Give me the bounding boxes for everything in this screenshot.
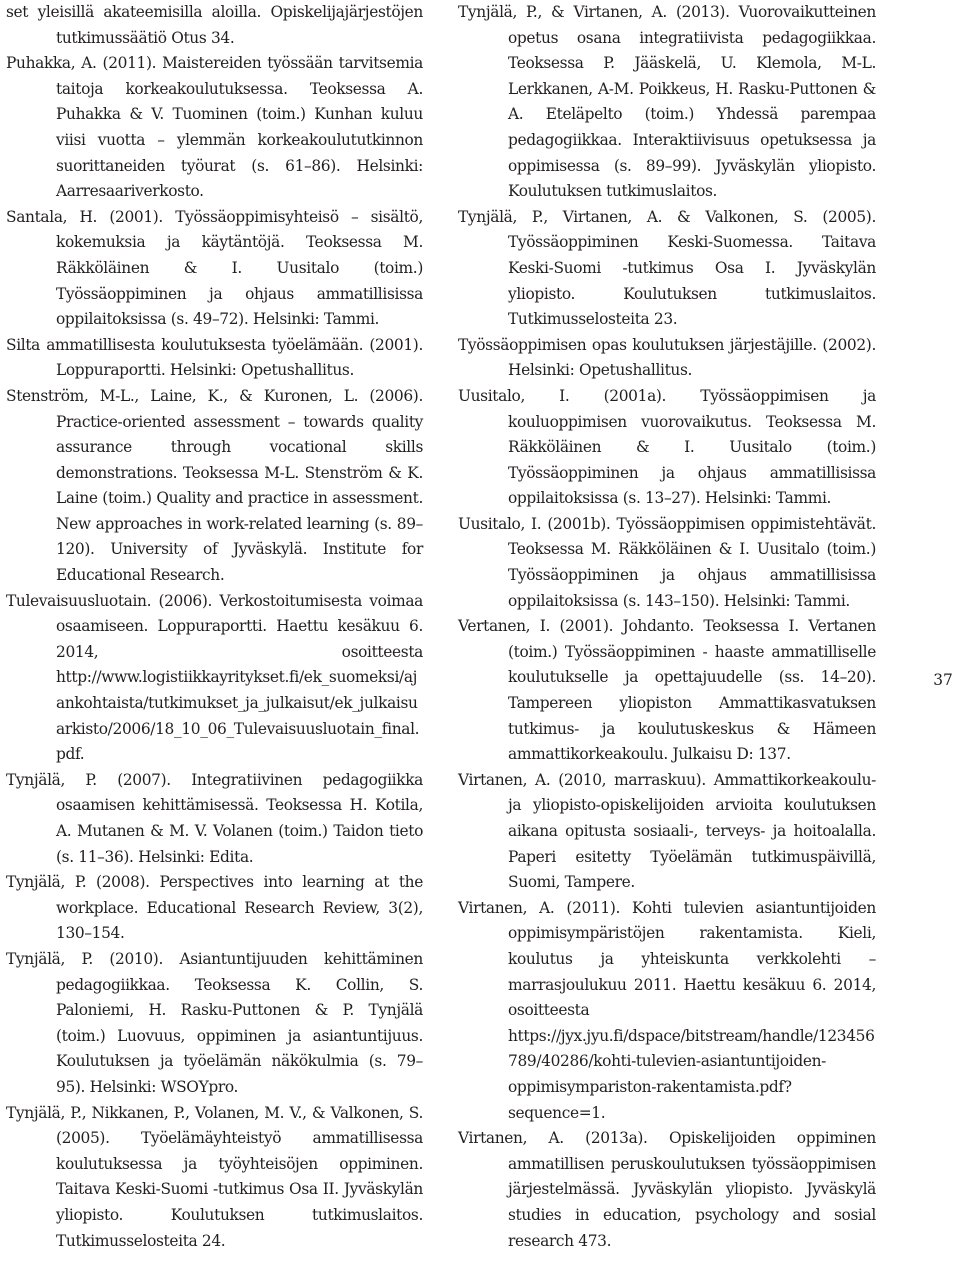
reference-entry: Tynjälä, P., Nikkanen, P., Volanen, M. V., & Valkonen, S. (2005). Työelämäyhteistyö ammatillisessa koulutuksessa ja työyhteisöjen oppiminen. Taitava Keski-Suomi -tutkimus Osa II. Jyväskylän yliopisto. Koulutuksen tutkimuslaitos. Tutkimusselosteita 24. — [6, 1103, 423, 1250]
references-right-column — [458, 0, 876, 1254]
reference-entry: Tynjälä, P., Virtanen, A. & Valkonen, S. (2005). Työssäoppiminen Keski-Suomessa. Taitava Keski-Suomi -tutkimus Osa I. Jyväskylän yliopisto. Koulutuksen tutkimuslaitos. Tutkimusselosteita 23. — [458, 207, 876, 329]
page-number: 37 — [933, 671, 953, 689]
reference-entry: Uusitalo, I. (2001b). Työssäoppimisen oppimistehtävät. Teoksessa M. Räkköläinen & I. Uusitalo (toim.) Työssäoppiminen ja ohjaus ammatillisissa oppilaitoksissa (s. 143–150). Helsinki: Tammi. — [458, 514, 876, 610]
reference-entry: Tynjälä, P. (2007). Integratiivinen pedagogiikka osaamisen kehittämisessä. Teoksessa H. Kotila, A. Mutanen & M. V. Volanen (toim.) Taidon tieto (s. 11–36). Helsinki: Edita. — [6, 770, 423, 866]
reference-entry: Virtanen, A. (2011). Kohti tulevien asiantuntijoiden oppimisympäristöjen rakentamista. Kieli, koulutus ja yhteiskunta verkkolehti – marrasjoulukuu 2011. Haettu kesäkuu 6. 2014, osoitteesta https://jyx.jyu.fi/dspace/bitstream/handle/123456789/40286/kohti-tulevien-asiantuntijoiden-oppimisympariston-rakentamista.pdf?sequence=1. — [458, 898, 876, 1122]
reference-entry: Tynjälä, P. (2010). Asiantuntijuuden kehittäminen pedagogiikkaa. Teoksessa K. Collin, S. Paloniemi, H. Rasku-Puttonen & P. Tynjälä (toim.) Luovuus, oppiminen ja asiantuntijuus. Koulutuksen ja työelämän näkökulmia (s. 79–95). Helsinki: WSOYpro. — [6, 949, 423, 1096]
reference-entry: Vertanen, I. (2001). Johdanto. Teoksessa I. Vertanen (toim.) Työssäoppiminen - haaste ammatilliselle koulutukselle ja opettajuudelle (ss. 14–20). Tampereen yliopiston Ammattikasvatuksen tutkimus- ja koulutuskeskus & Hämeen ammattikorkeakoulu. Julkaisu D: 137. — [458, 617, 876, 764]
reference-entry: Työssäoppimisen opas koulutuksen järjestäjille. (2002). Helsinki: Opetushallitus. — [458, 335, 876, 380]
reference-entry: set yleisillä akateemisilla aloilla. Opiskelijajärjestöjen tutkimussäätiö Otus 34. — [6, 3, 423, 47]
references-left-column — [6, 0, 423, 1254]
reference-entry: Puhakka, A. (2011). Maistereiden työssään tarvitsemia taitoja korkeakoulutuksessa. Teoksessa A. Puhakka & V. Tuominen (toim.) Kunhan kuluu viisi vuotta – ylemmän korkeakoulututkinnon suorittaneiden työurat (s. 61–86). Helsinki: Aarresaariverkosto. — [6, 54, 423, 201]
reference-entry: Tynjälä, P., & Virtanen, A. (2013). Vuorovaikutteinen opetus osana integratiivista pedagogiikkaa. Teoksessa P. Jääskelä, U. Klemola, M-L. Lerkkanen, A-M. Poikkeus, H. Rasku-Puttonen & A. Eteläpelto (toim.) Yhdessä parempaa pedagogiikkaa. Interaktiivisuus opetuksessa ja oppimisessa (s. 89–99). Jyväskylän yliopisto. Koulutuksen tutkimuslaitos. — [458, 3, 876, 201]
reference-entry: Virtanen, A. (2010, marraskuu). Ammattikorkeakoulu- ja yliopisto-opiskelijoiden arvioita koulutuksen aikana opitusta sosiaali-, terveys- ja hoitoalalla. Paperi esitetty Työelämän tutkimuspäivillä, Suomi, Tampere. — [458, 770, 876, 892]
reference-entry: Tulevaisuusluotain. (2006). Verkostoitumisesta voimaa osaamiseen. Loppuraportti. Haettu kesäkuu 6. 2014, osoitteesta http://www.logistiikkayritykset.fi/ek_suomeksi/ajankohtaista/tutkimukset_ja_julkaisut/ek_julkaisuarkisto/2006/18_10_06_Tulevaisuusluotain_final.pdf. — [6, 591, 423, 764]
reference-entry: Silta ammatillisesta koulutuksesta työelämään. (2001). Loppuraportti. Helsinki: Opetushallitus. — [6, 335, 423, 380]
reference-entry: Tynjälä, P. (2008). Perspectives into learning at the workplace. Educational Research Review, 3(2), 130–154. — [6, 873, 423, 943]
reference-entry: Santala, H. (2001). Työssäoppimisyhteisö – sisältö, kokemuksia ja käytäntöjä. Teoksessa M. Räkköläinen & I. Uusitalo (toim.) Työssäoppiminen ja ohjaus ammatillisissa oppilaitoksissa (s. 49–72). Helsinki: Tammi. — [6, 207, 423, 329]
reference-entry: Virtanen, A. (2013a). Opiskelijoiden oppiminen ammatillisen peruskoulutuksen työssäoppimisen järjestelmässä. Jyväskylän yliopisto. Jyväskylä studies in education, psychology and sosial research 473. — [458, 1129, 876, 1250]
reference-entry: Uusitalo, I. (2001a). Työssäoppimisen ja kouluoppimisen vuorovaikutus. Teoksessa M. Räkköläinen & I. Uusitalo (toim.) Työssäoppiminen ja ohjaus ammatillisissa oppilaitoksissa (s. 13–27). Helsinki: Tammi. — [458, 386, 876, 508]
reference-entry: Stenström, M-L., Laine, K., & Kuronen, L. (2006). Practice-oriented assessment – towards quality assurance through vocational skills demonstrations. Teoksessa M-L. Stenström & K. Laine (toim.) Quality and practice in assessment. New approaches in work-related learning (s. 89–120). University of Jyväskylä. Institute for Educational Research. — [6, 386, 423, 585]
